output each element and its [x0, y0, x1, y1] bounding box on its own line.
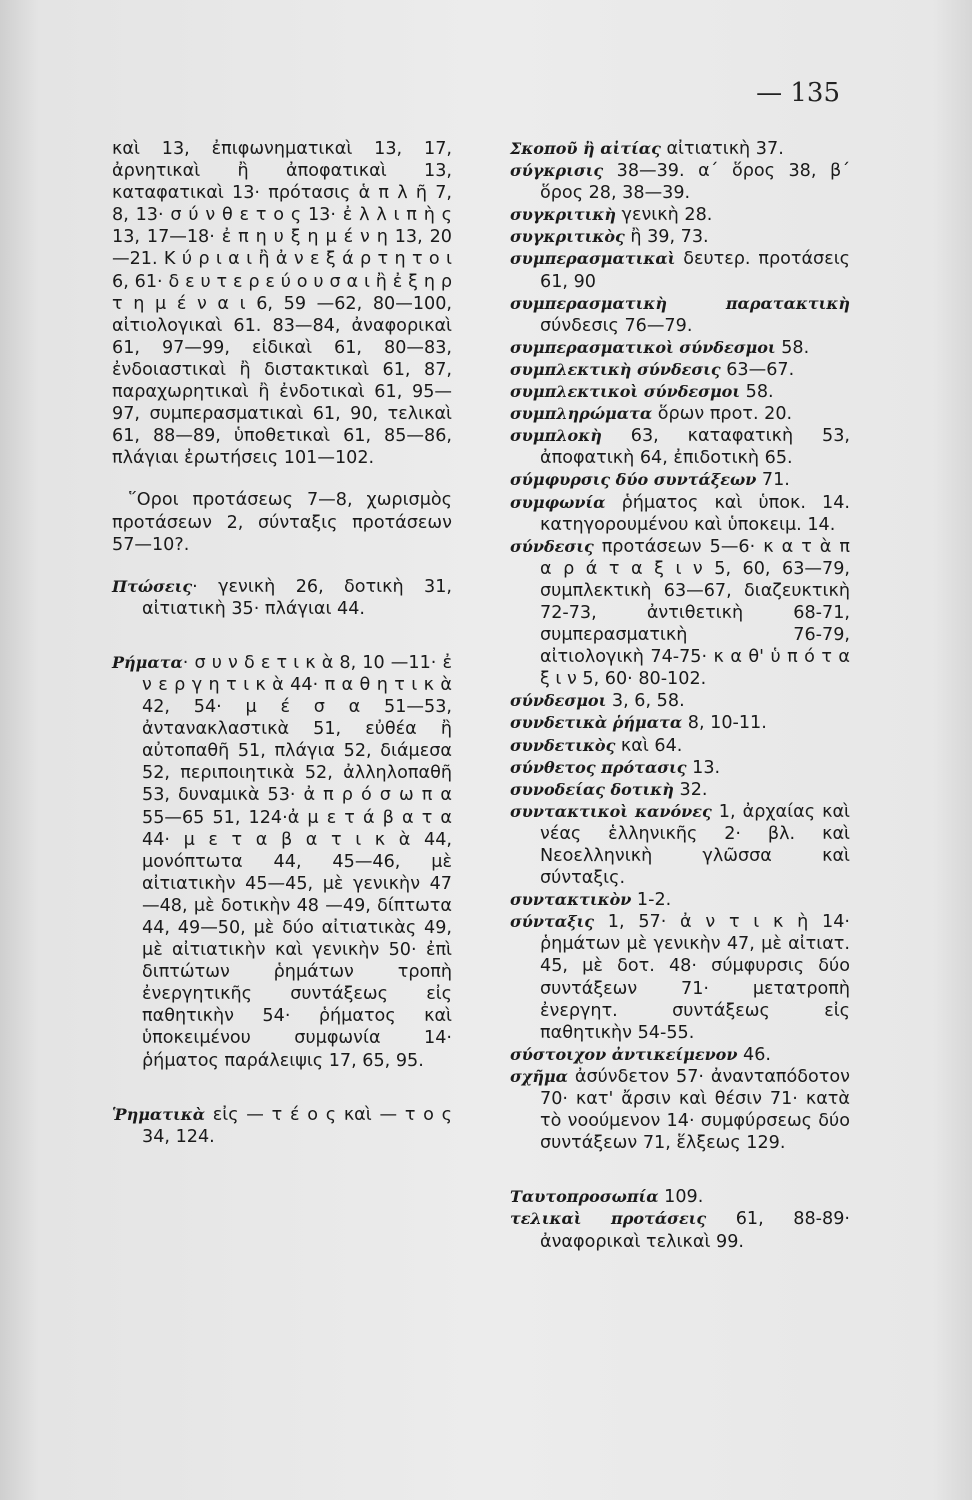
- entry-term: συντακτικοὶ κανόνες: [510, 801, 712, 821]
- entry-text: 3, 6, 58.: [606, 691, 685, 712]
- index-entry-symplektikoi: [510, 381, 850, 403]
- entry-text: προτάσεων 5—6· κ α τ ὰ π α ρ ά τ α ξ ι ν 5, 60, 63—79, συμπλεκτικὴ 63—67, διαζευκτικὴ 72-73, ἀντιθετικὴ 68-71, συμπερασματικὴ 76-79, αἰτιολογικὴ 74-75· κ α θ' ὑ π ό τ α ξ ι ν 5, 60· 80-102.: [540, 536, 850, 690]
- index-entry-skopou: [510, 138, 850, 160]
- entry-term: συμπλεκτικὴ σύνδεσις: [510, 359, 721, 379]
- index-entry-oroi: [112, 489, 452, 555]
- entry-text: · γενικὴ 26, δοτικὴ 31, αἰτιατικὴ 35· πλάγιαι 44.: [142, 576, 452, 619]
- entry-text: 1-2.: [631, 890, 672, 911]
- entry-text: εἰς — τ έ ο ς καὶ — τ ο ς 34, 124.: [142, 1104, 452, 1147]
- entry-term: σύνδεσις: [510, 536, 594, 556]
- entry-term: συμπληρώματα: [510, 404, 653, 424]
- entry-text: γενικὴ 28.: [615, 205, 713, 226]
- entry-term: τελικαὶ προτάσεις: [510, 1209, 707, 1229]
- entry-term: συμπερασματικαὶ: [510, 249, 676, 269]
- entry-term: Σκοποῦ ἢ αἰτίας: [510, 139, 661, 158]
- index-entry-syndesmoi: [510, 690, 850, 712]
- entry-term: σύγκρισις: [510, 161, 604, 181]
- entry-text: · σ υ ν δ ε τ ι κ ὰ 8, 10 —11· ἐ ν ε ρ γ η τ ι κ ὰ 44· π α θ η τ ι κ ὰ 42, 54· μ έ σ α 51—53, ἀντανακλαστικὰ 51, εὐθέα ἢ αὐτοπαθῆ 51, πλάγια 52, διάμεσα 52, περιποιητικὰ 52, ἀλληλοπαθῆ 53, δυναμικὰ 53· ἀ π ρ ό σ ω π α 55—65 51, 124·ἀ μ ε τ ά β α τ α 44· μ ε τ α β α τ ι κ ὰ 44, μονόπτωτα 44, 45—46, μὲ αἰτιατικὴν 45—45, μὲ γενικὴν 47—48, μὲ δοτικὴν 48 —49, δίπτωτα 44, 49—50, μὲ δύο αἰτιατικὰς 49, μὲ αἰτιατικὴν καὶ γενικὴν 50· ἐπὶ διπτώτων ῥημάτων τροπὴ ἐνεργητικῆς συντάξεως εἰς παθητικὴν 54· ῥήματος καὶ ὑποκειμένου συμφωνία 14· ῥήματος παράλειψις 17, 65, 95.: [142, 652, 452, 1071]
- entry-term: συμπλοκὴ: [510, 426, 602, 446]
- entry-text: 61, 88-89· ἀναφορικαὶ τελικαὶ 99.: [540, 1209, 850, 1252]
- entry-text: 63—67.: [720, 359, 795, 380]
- page-number: — 135: [756, 78, 840, 108]
- index-entry-syndetikos: [510, 735, 850, 757]
- entry-text: ὅρων προτ. 20.: [652, 404, 793, 425]
- entry-text: 109.: [658, 1187, 704, 1208]
- index-entry-symperasmatikai: [510, 248, 850, 292]
- index-entry-symperasmatiki-parataktiki: [510, 293, 850, 337]
- entry-text: ἢ 39, 73.: [624, 227, 709, 248]
- entry-term: Ῥηματικὰ: [112, 1104, 206, 1124]
- entry-text: 13.: [686, 757, 721, 778]
- entry-text: ῞Οροι προτάσεως 7—8, χωρισμὸς προτάσεων 2, σύνταξις προτάσεων 57—10?.: [112, 490, 452, 555]
- entry-term: συντακτικὸν: [510, 890, 632, 910]
- index-entry-synodeias: [510, 779, 850, 801]
- entry-text: ἀσύνδετον 57· ἀνανταπόδοτον 70· κατ' ἄρσιν καὶ θέσιν 71· κατὰ τὸ νοούμενον 14· συμφύρσεως δύο συντάξεων 71, ἕλξεως 129.: [540, 1066, 850, 1154]
- entry-text: 46.: [737, 1044, 772, 1065]
- index-entry-schima: [510, 1066, 850, 1154]
- entry-term: συνδετικὸς: [510, 735, 616, 755]
- index-entry-rimatika: [112, 1104, 452, 1148]
- entry-text: αἰτιατικὴ 37.: [660, 139, 784, 159]
- entry-text: 1, 57· ἀ ν τ ι κ ὴ 14· ῥημάτων μὲ γενικὴν 47, μὲ αἰτιατ. 45, μὲ δοτ. 48· σύμφυρσις δύο συντάξεων 71· μετατροπὴ ἐνεργητ. συντάξεως εἰς παθητικὴν 54-55.: [540, 912, 850, 1043]
- index-entry-syntaktikon: [510, 889, 850, 911]
- entry-text: 58.: [740, 382, 774, 403]
- index-entry-rimata: [112, 652, 452, 1072]
- entry-text: σύνδεσις 76—79.: [540, 315, 693, 336]
- index-entry-ptoseis: [112, 576, 452, 620]
- entry-term: συνδετικὰ ῥήματα: [510, 713, 683, 733]
- entry-text: 8, 10-11.: [682, 713, 767, 734]
- entry-term: σύνταξις: [510, 912, 595, 932]
- entry-text: ῥήματος καὶ ὑποκ. 14. κατηγορουμένου καὶ ὑποκειμ. 14.: [540, 492, 850, 535]
- entry-term: συνοδείας δοτικὴ: [510, 779, 674, 799]
- entry-term: Ταυτοπροσωπία: [510, 1187, 659, 1207]
- index-entry-telikai: [510, 1208, 850, 1252]
- entry-text: καὶ 13, ἐπιφωνηματικαὶ 13, 17, ἀρνητικαὶ ἢ ἀποφατικαὶ 13, καταφατικαὶ 13· πρότασις ἁ π λ ῆ 7, 8, 13· σ ύ ν θ ε τ ο ς 13· ἐ λ λ ι π ὴ ς 13, 17—18· ἐ π η υ ξ η μ έ ν η 13, 20—21. Κ ύ ρ ι α ι ἢ ἀ ν ε ξ ά ρ τ η τ ο ι 6, 61· δ ε υ τ ε ρ ε ύ ο υ σ α ι ἢ ἐ ξ η ρ τ η μ έ ν α ι 6, 59 —62, 80—100, αἰτιολογικαὶ 61. 83—84, ἀναφορικαὶ 61, 97—99, εἰδικαὶ 61, 80—83, ἐνδοιαστικαὶ ἢ διστακτικαὶ 61, 87, παραχωρητικαὶ ἢ ἐνδοτικαὶ 61, 95—97, συμπερασματικαὶ 61, 90, τελικαὶ 61, 88—89, ὑποθετικαὶ 61, 85—86, πλάγιαι ἐρωτήσεις 101—102.: [112, 139, 452, 469]
- entry-term: σχῆμα: [510, 1066, 568, 1086]
- entry-text: καὶ 64.: [615, 735, 683, 756]
- entry-text: 32.: [673, 779, 708, 800]
- index-entry-syndesis: [510, 536, 850, 691]
- entry-term: συγκριτικὸς: [510, 227, 625, 247]
- index-entry-protaseis-continued: [112, 138, 452, 469]
- entry-text: δευτερ. προτάσεις 61, 90: [540, 249, 850, 292]
- index-entry-sygkritikos: [510, 226, 850, 248]
- entry-text: 58.: [775, 337, 810, 358]
- index-entry-syndetika: [510, 712, 850, 734]
- index-entry-symperasmatikoi-syndesmoi: [510, 337, 850, 359]
- entry-term: συμφωνία: [510, 492, 606, 512]
- entry-term: συμπερασματικοὶ σύνδεσμοι: [510, 337, 776, 357]
- entry-text: 71.: [756, 470, 790, 491]
- entry-text: 38—39. α΄ ὅρος 38, β΄ ὅρος 28, 38—39.: [540, 161, 850, 204]
- entry-text: 1, ἀρχαίας καὶ νέας ἑλληνικῆς 2· βλ. καὶ Νεοελληνικὴ γλῶσσα καὶ σύνταξις.: [540, 801, 851, 889]
- entry-term: σύμφυρσις δύο συντάξεων: [510, 470, 757, 490]
- index-entry-systoichon: [510, 1044, 850, 1066]
- entry-term: σύνδεσμοι: [510, 691, 607, 711]
- index-entry-symplirómata: [510, 403, 850, 425]
- index-entry-taftoprosopia: [510, 1186, 850, 1208]
- index-entry-syntaktikoi: [510, 801, 850, 889]
- entry-term: σύστοιχον ἀντικείμενον: [510, 1044, 738, 1064]
- index-entry-symfonia: [510, 492, 850, 536]
- index-entry-synthetos: [510, 757, 850, 779]
- index-column-right: [510, 138, 850, 1253]
- entry-text: 63, καταφατικὴ 53, ἀποφατικὴ 64, ἐπιδοτικὴ 65.: [540, 426, 850, 469]
- entry-term: συμπλεκτικοὶ σύνδεσμοι: [510, 382, 741, 402]
- entry-term: συγκριτικὴ: [510, 205, 616, 225]
- index-entry-sygkrisis: [510, 160, 850, 204]
- entry-term: Ρήματα: [112, 652, 183, 672]
- index-entry-symploki: [510, 425, 850, 469]
- entry-term: Πτώσεις: [112, 576, 193, 596]
- index-entry-syntaxis: [510, 911, 850, 1044]
- index-column-left: [112, 138, 452, 1148]
- entry-term: συμπερασματικὴ παρατακτικὴ: [510, 293, 850, 313]
- index-entry-symfyrsis: [510, 469, 850, 491]
- entry-term: σύνθετος πρότασις: [510, 757, 687, 777]
- index-entry-symplektiki: [510, 359, 850, 381]
- index-entry-sygkritiki: [510, 204, 850, 226]
